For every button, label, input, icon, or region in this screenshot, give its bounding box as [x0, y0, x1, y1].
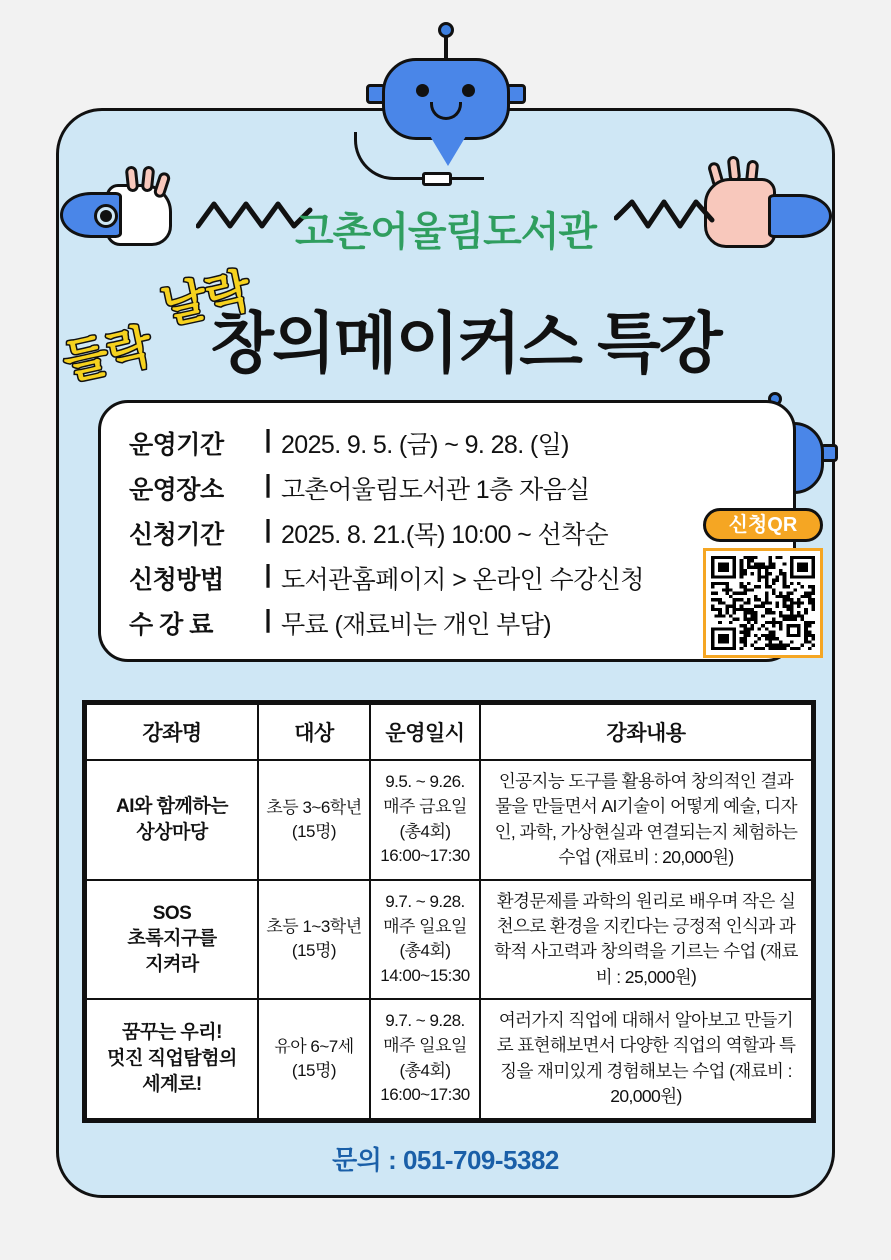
program-info-box — [98, 400, 796, 662]
info-label-fee: 수 강 료 | — [129, 605, 281, 641]
info-value-apply-period: 2025. 8. 21.(목) 10:00 ~ 선착순 — [281, 521, 609, 549]
course-desc: 인공지능 도구를 활용하여 창의적인 결과물을 만들면서 AI기술이 어떻게 예술, 디자인, 과학, 가상현실과 연결되는지 체험하는 수업 (재료비 : 20,000원) — [480, 760, 812, 880]
info-label-apply-period: 신청기간 | — [129, 515, 281, 551]
robot-mascot-top-icon — [358, 22, 534, 172]
col-header-when: 운영일시 — [370, 704, 480, 760]
course-when: 9.7. ~ 9.28. 매주 일요일 (총4회) 16:00~17:30 — [370, 999, 480, 1119]
col-header-target: 대상 — [258, 704, 370, 760]
table-row — [86, 999, 812, 1119]
info-row-apply-period — [129, 515, 793, 551]
course-name: 꿈꾸는 우리! 멋진 직업탐험의 세계로! — [86, 999, 258, 1119]
info-row-period — [129, 425, 793, 461]
robot-antenna-dot — [438, 22, 454, 38]
robot-plug — [422, 172, 452, 186]
course-name: AI와 함께하는 상상마당 — [86, 760, 258, 880]
course-name: SOS 초록지구를 지켜라 — [86, 880, 258, 1000]
table-row — [86, 760, 812, 880]
program-badge-line1: 들락 — [58, 319, 157, 389]
robot-tail — [430, 136, 466, 166]
info-row-fee — [129, 605, 793, 641]
qr-code-image — [711, 556, 815, 650]
qr-code[interactable] — [703, 548, 823, 658]
info-row-place — [129, 470, 793, 506]
course-desc: 환경문제를 과학의 원리로 배우며 작은 실천으로 환경을 지킨다는 긍정적 인식과 과학적 사고력과 창의력을 기르는 수업 (재료비 : 25,000원) — [480, 880, 812, 1000]
robot-head — [382, 58, 510, 140]
info-row-apply-method — [129, 560, 793, 596]
info-value-period: 2025. 9. 5. (금) ~ 9. 28. (일) — [281, 431, 569, 459]
robot-eye-right — [462, 84, 475, 97]
info-label-place: 운영장소 | — [129, 470, 281, 506]
table-header-row — [86, 704, 812, 760]
info-value-apply-method: 도서관홈페이지 > 온라인 수강신청 — [281, 566, 644, 594]
course-when: 9.7. ~ 9.28. 매주 일요일 (총4회) 14:00~15:30 — [370, 880, 480, 1000]
info-label-period: 운영기간 | — [129, 425, 281, 461]
contact-info: 문의 : 051-709-5382 — [332, 1145, 559, 1175]
course-target: 유아 6~7세 (15명) — [258, 999, 370, 1119]
col-header-name: 강좌명 — [86, 704, 258, 760]
info-label-apply-method: 신청방법 | — [129, 560, 281, 596]
info-value-fee: 무료 (재료비는 개인 부담) — [281, 611, 551, 639]
course-when: 9.5. ~ 9.26. 매주 금요일 (총4회) 16:00~17:30 — [370, 760, 480, 880]
col-header-desc: 강좌내용 — [480, 704, 812, 760]
course-desc: 여러가지 직업에 대해서 알아보고 만들기로 표현해보면서 다양한 직업의 역할과 특징을 재미있게 경험해보는 수업 (재료비 : 20,000원) — [480, 999, 812, 1119]
qr-badge-label: 신청QR — [703, 508, 823, 542]
course-target: 초등 1~3학년 (15명) — [258, 880, 370, 1000]
robot-eye-left — [416, 84, 429, 97]
program-badge-line2: 날락 — [157, 263, 256, 334]
course-table — [82, 700, 816, 1123]
table-row — [86, 880, 812, 1000]
info-value-place: 고촌어울림도서관 1층 자음실 — [281, 476, 590, 504]
course-target: 초등 3~6학년 (15명) — [258, 760, 370, 880]
library-name: 고촌어울림도서관 — [294, 210, 597, 254]
poster-title: 창의메이커스 특강 — [210, 306, 721, 380]
robot-antenna-stem — [444, 37, 448, 59]
